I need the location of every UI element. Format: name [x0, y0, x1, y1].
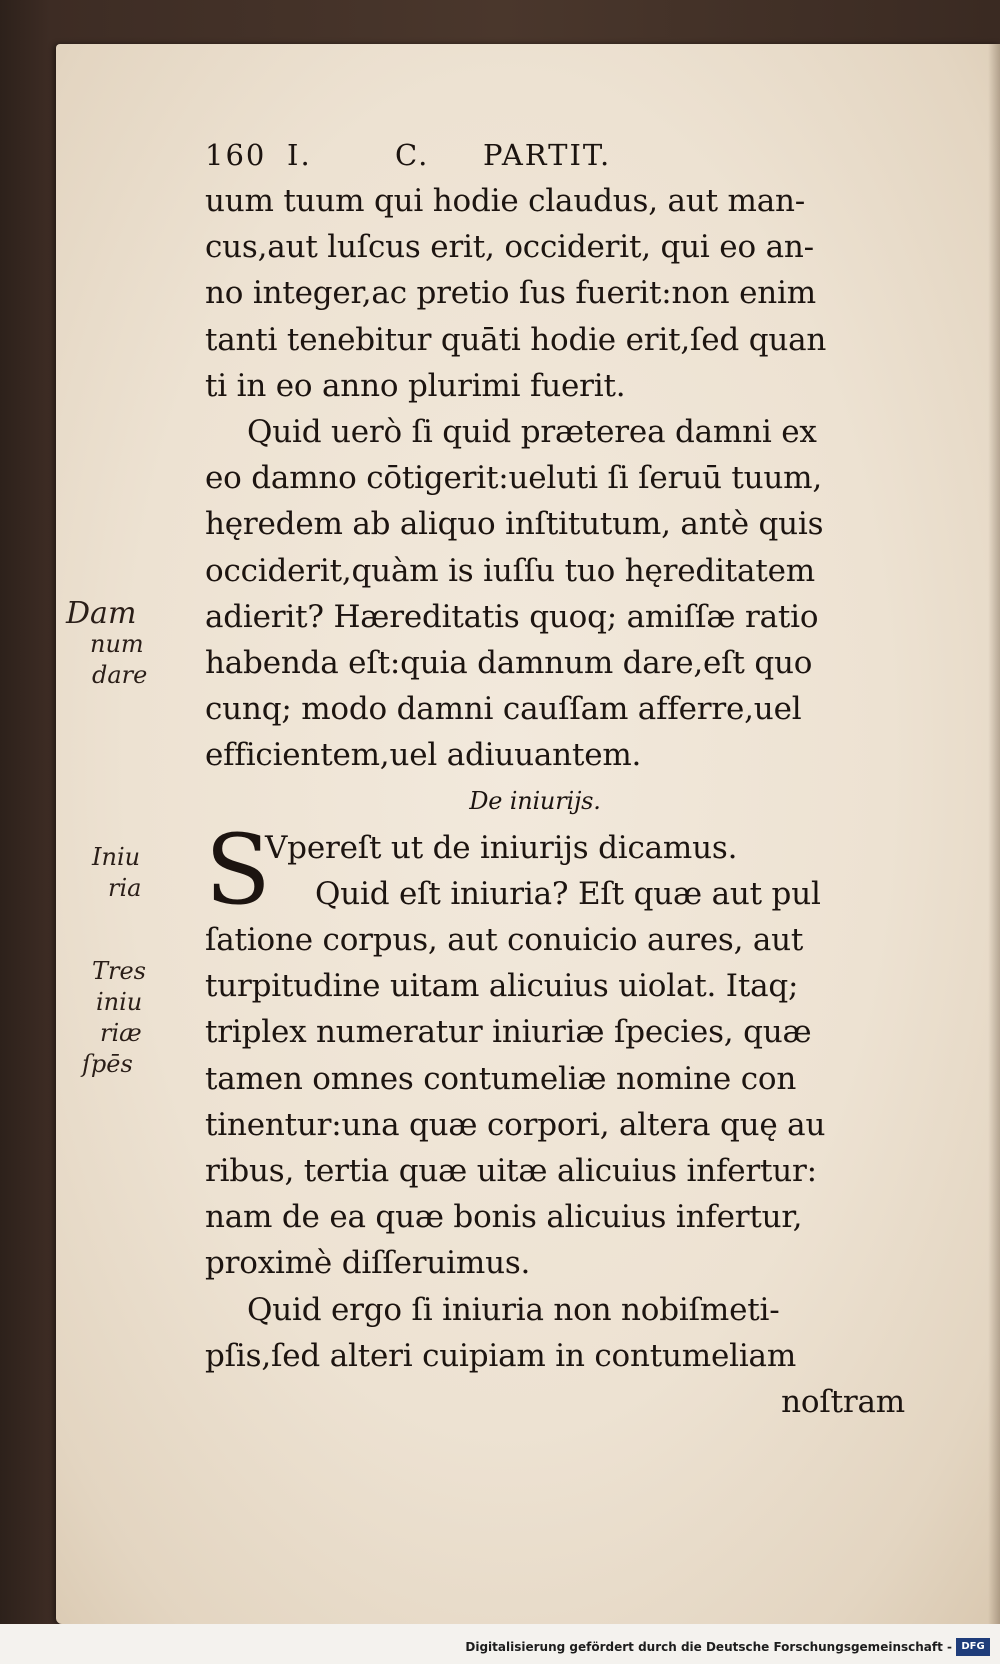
text-line: cunq; modo damni cauſſam afferre,uel — [205, 691, 802, 728]
running-title-part: C. — [395, 138, 430, 172]
text-line: pſis,ſed alteri cuipiam in contumeliam — [205, 1337, 797, 1374]
marginal-note-damnum-dare — [66, 598, 147, 691]
text-line: proximè diſſeruimus. — [205, 1245, 531, 1282]
text-line: adierit? Hæreditatis quoq; amiſſæ ratio — [205, 598, 819, 635]
text-line: tamen omnes contumeliæ nomine con — [205, 1060, 797, 1097]
page-text — [205, 132, 905, 1425]
marginal-note-line: ria — [108, 874, 142, 902]
marginal-note-line: riæ — [100, 1019, 142, 1047]
marginal-note-line: dare — [92, 661, 148, 689]
running-header — [205, 132, 905, 178]
page-edge-shadow — [988, 44, 1000, 1624]
marginal-note-line: Tres — [92, 957, 146, 985]
marginal-note-line: iniu — [96, 988, 143, 1016]
text-line: Quid ergo ſi iniuria non nobiſmeti- — [247, 1291, 780, 1328]
text-line: hęredem ab aliquo inſtitutum, antè quis — [205, 506, 824, 543]
footer-bar — [0, 1624, 1000, 1664]
text-line: triplex numeratur iniuriæ ſpecies, quæ — [205, 1014, 812, 1051]
section-opening — [205, 813, 905, 926]
page-number: 160 — [205, 138, 267, 172]
text-line: cus,aut luſcus erit, occiderit, qui eo an- — [205, 229, 814, 266]
text-line: no integer,ac pretio ſus fuerit:non enim — [205, 275, 816, 312]
text-line: ſatione corpus, aut conuicio aures, aut — [205, 922, 804, 958]
marginal-note-line: ſpēs — [82, 1050, 133, 1078]
marginal-note-tres-iniuriae — [82, 956, 146, 1080]
running-title-part: I. — [287, 138, 312, 172]
text-line: uum tuum qui hodie claudus, aut man- — [205, 183, 806, 219]
text-line: turpitudine uitam alicuius uiolat. Itaq; — [205, 968, 799, 1005]
text-line: efficientem,uel adiuuantem. — [205, 737, 642, 774]
text-line: ribus, tertia quæ uitæ alicuius infertur: — [205, 1152, 817, 1189]
text-line: Quid uerò ſi quid præterea damni ex — [247, 413, 817, 450]
text-line: tinentur:una quæ corpori, altera quę au — [205, 1106, 826, 1143]
text-line: tanti tenebitur quāti hodie erit,ſed quan — [205, 321, 827, 358]
text-line: occiderit,quàm is iuſſu tuo hęreditatem — [205, 552, 815, 589]
marginal-note-iniuria — [92, 842, 141, 904]
text-line: ti in eo anno plurimi fuerit. — [205, 367, 626, 404]
text-line: Vpereſt ut de iniurijs dicamus. — [265, 829, 738, 866]
marginal-note-line: num — [90, 630, 144, 658]
marginal-note-line: Iniu — [92, 843, 141, 871]
catchword: noſtram — [781, 1383, 905, 1420]
section-heading: De iniurijs. — [469, 787, 601, 816]
text-line: habenda eſt:quia damnum dare,eſt quo — [205, 644, 813, 681]
marginal-note-line: Dam — [66, 596, 137, 631]
text-line: eo damno cōtigerit:ueluti ſi ſeruū tuum, — [205, 460, 823, 497]
text-line: nam de ea quæ bonis alicuius infertur, — [205, 1199, 803, 1236]
dfg-logo-icon: DFG — [956, 1638, 990, 1656]
text-line: Quid eſt iniuria? Eſt quæ aut pul — [315, 875, 821, 912]
footer-credit: Digitalisierung gefördert durch die Deutsche Forschungsgemeinschaft - — [465, 1640, 952, 1654]
drop-cap: S — [205, 813, 271, 926]
running-title-part: PARTIT. — [483, 138, 612, 172]
